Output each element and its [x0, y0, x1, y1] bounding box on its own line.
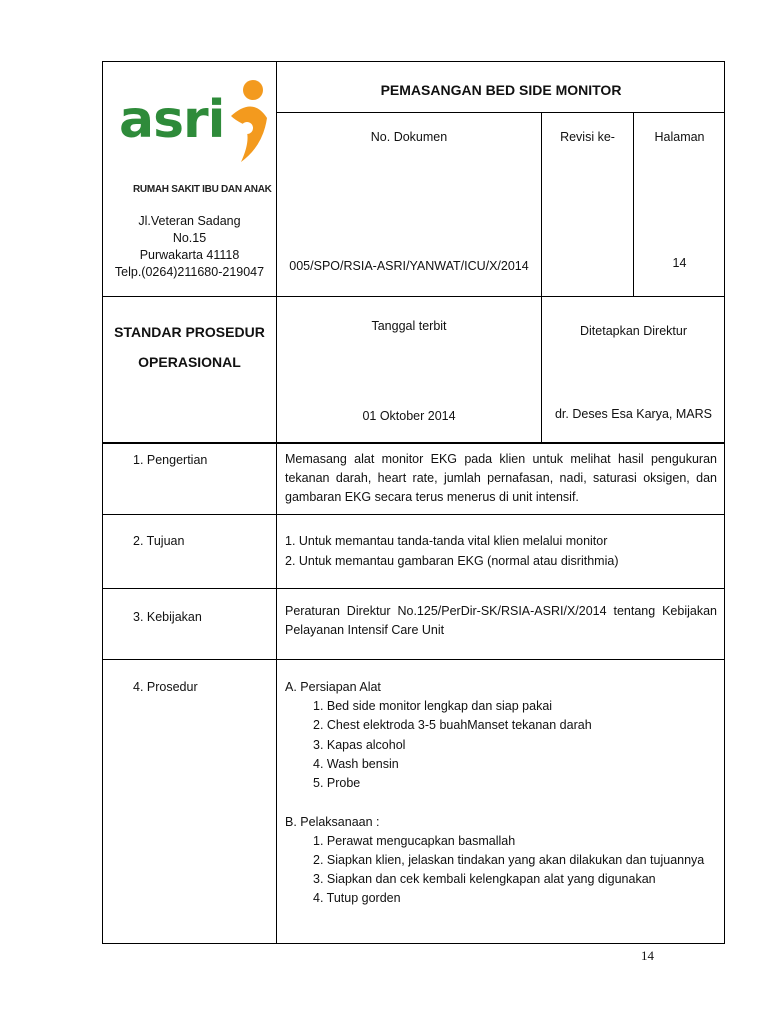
row-divider	[103, 514, 725, 515]
section-text-pengertian: Memasang alat monitor EKG pada klien untuk melihat hasil pengukuran tekanan darah, heart rate, jumlah pernafasan, nadi, saturasi oksigen, dan gambaran EKG secara terus menerus di unit intensif.	[285, 452, 717, 504]
section-label-prosedur: 4. Prosedur	[133, 680, 198, 694]
section-label-kebijakan: 3. Kebijakan	[133, 610, 202, 624]
procedure-part-b: B. Pelaksanaan :	[285, 815, 380, 829]
logo-text: asri	[119, 90, 225, 150]
list-item: 1. Untuk memantau tanda-tanda vital klien melalui monitor	[285, 534, 608, 548]
revision-label: Revisi ke-	[560, 130, 615, 144]
sop-title-line2: OPERASIONAL	[138, 354, 241, 370]
list-item: 2. Siapkan klien, jelaskan tindakan yang akan dilakukan dan tujuannya	[313, 853, 705, 867]
list-item: 4. Wash bensin	[313, 757, 399, 771]
list-item: 2. Chest elektroda 3-5 buahManset tekanan darah	[313, 718, 592, 732]
list-item: 3. Siapkan dan cek kembali kelengkapan alat yang digunakan	[313, 872, 656, 886]
sop-document	[102, 61, 725, 944]
sop-title-line1: STANDAR PROSEDUR	[114, 324, 265, 340]
section-label-pengertian: 1. Pengertian	[133, 453, 208, 467]
list-item: 1. Bed side monitor lengkap dan siap pakai	[313, 699, 553, 713]
row-divider	[103, 296, 725, 297]
row-divider	[103, 588, 725, 589]
doc-number-value: 005/SPO/RSIA-ASRI/YANWAT/ICU/X/2014	[289, 259, 529, 273]
page-label: Halaman	[654, 130, 705, 144]
page-number: 14	[641, 948, 654, 963]
column-divider	[541, 112, 542, 442]
procedure-part-a: A. Persiapan Alat	[285, 680, 381, 694]
issued-date-label: Tanggal terbit	[371, 319, 447, 333]
doc-number-label: No. Dokumen	[370, 130, 448, 144]
hospital-logo	[119, 90, 225, 150]
list-item: 5. Probe	[313, 776, 361, 790]
document-title: PEMASANGAN BED SIDE MONITOR	[380, 82, 622, 98]
issued-date-value: 01 Oktober 2014	[362, 409, 456, 423]
list-item: 1. Perawat mengucapkan basmallah	[313, 834, 516, 848]
logo-mother-child-icon	[223, 76, 271, 166]
address-line: No.15	[172, 231, 207, 245]
list-item: 3. Kapas alcohol	[313, 738, 406, 752]
section-label-tujuan: 2. Tujuan	[133, 534, 185, 548]
row-divider	[103, 659, 725, 660]
page-value: 14	[672, 256, 687, 270]
row-divider	[103, 442, 725, 444]
row-divider	[276, 112, 725, 113]
approved-by-value: dr. Deses Esa Karya, MARS	[554, 407, 712, 421]
approved-by-label: Ditetapkan Direktur	[580, 324, 687, 338]
column-divider	[276, 62, 277, 944]
section-text-kebijakan: Peraturan Direktur No.125/PerDir-SK/RSIA-ASRI/X/2014 tentang Kebijakan Pelayanan Intensif Care Unit	[285, 604, 717, 637]
logo-subtitle: RUMAH SAKIT IBU DAN ANAK	[133, 184, 272, 195]
phone-line: Telp.(0264)211680-219047	[114, 265, 265, 279]
address-line: Purwakarta 41118	[139, 248, 240, 262]
list-item: 4. Tutup gorden	[313, 891, 401, 905]
address-line: Jl.Veteran Sadang	[138, 214, 241, 228]
list-item: 2. Untuk memantau gambaran EKG (normal atau disrithmia)	[285, 554, 619, 568]
logo-cell	[103, 62, 276, 296]
